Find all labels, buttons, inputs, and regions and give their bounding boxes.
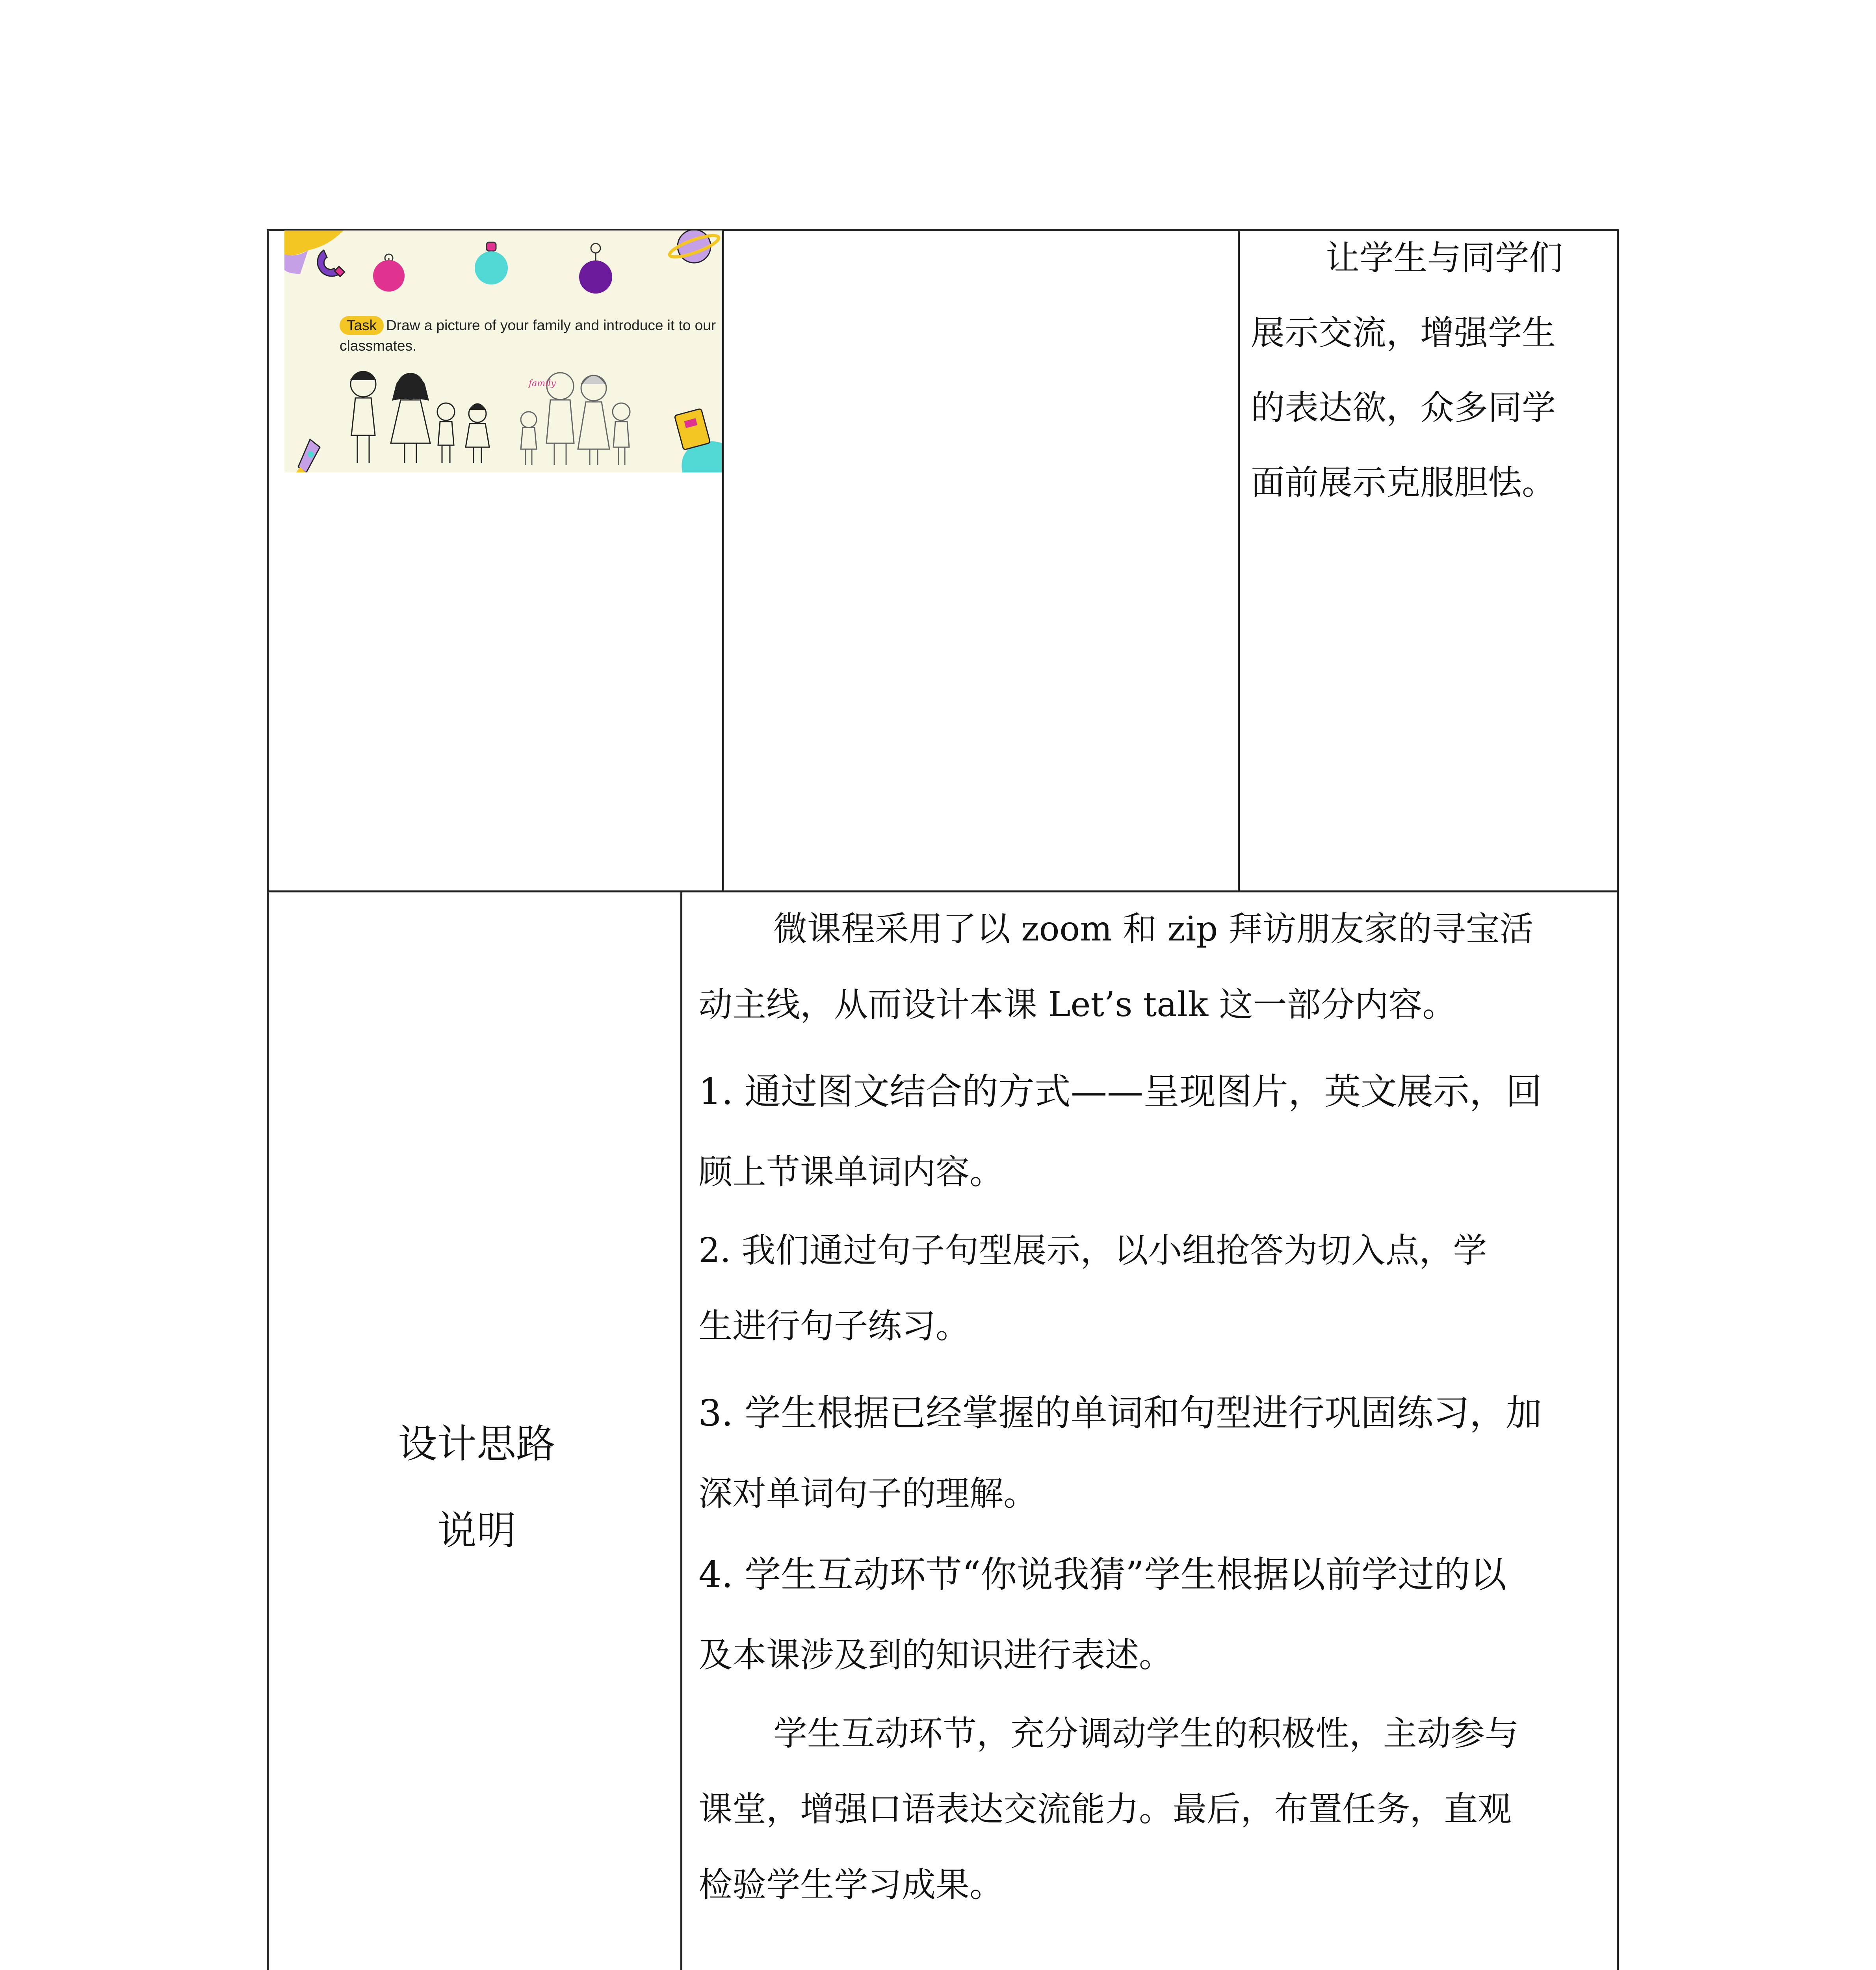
corner-blob-yellow (284, 230, 344, 255)
task-caption (340, 315, 718, 356)
cyan-ball-icon (475, 242, 508, 284)
family-drawing-left (351, 372, 489, 463)
task-text: Draw a picture of your family and introduce it to our classmates. (340, 317, 716, 354)
section-label-line2: 说明 (437, 1507, 516, 1554)
list-item-3: 3. 学生根据已经掌握的单词和句型进行巩固练习，加 (698, 1392, 1542, 1434)
right-note-line: 面前展示克服胆怯。 (1251, 463, 1556, 502)
list-item-1: 1. 通过图文结合的方式——呈现图片，英文展示，回 (698, 1070, 1542, 1113)
planet-icon (668, 230, 721, 263)
right-note-line: 让学生与同学们 (1326, 238, 1563, 278)
right-note-line: 展示交流，增强学生 (1251, 313, 1556, 353)
column-divider-top-2 (1238, 229, 1240, 891)
column-divider-bottom (680, 891, 682, 1970)
list-item-3-cont: 深对单词句子的理解。 (698, 1474, 1037, 1513)
intro-line: 动主线，从而设计本课 Let’s talk 这一部分内容。 (698, 985, 1456, 1024)
intro-line: 微课程采用了以 zoom 和 zip 拜访朋友家的寻宝活 (773, 909, 1534, 949)
section-label-line1: 设计思路 (398, 1421, 555, 1467)
right-note (1251, 221, 1607, 520)
right-note-line: 的表达欲，众多同学 (1251, 388, 1556, 427)
magnet-icon (318, 250, 345, 277)
list-item-4: 4. 学生互动环节“你说我猜”学生根据以前学过的以 (698, 1554, 1507, 1596)
design-description (698, 891, 1601, 1923)
list-item-4-cont: 及本课涉及到的知识进行表述。 (698, 1635, 1173, 1675)
list-item-1-cont: 顾上节课单词内容。 (698, 1152, 1003, 1192)
rocket-icon (294, 439, 320, 472)
pink-ball-icon (373, 254, 405, 292)
slide-thumbnail (284, 230, 722, 472)
summary-line: 学生互动环节，充分调动学生的积极性，主动参与 (773, 1714, 1519, 1753)
task-tag: Task (340, 316, 384, 335)
family-decor-word: family (529, 379, 556, 388)
column-divider-top-1 (722, 229, 724, 891)
list-item-2: 2. 我们通过句子句型展示，以小组抢答为切入点，学 (698, 1231, 1487, 1270)
summary-line: 课堂，增强口语表达交流能力。最后，布置任务，直观 (698, 1790, 1512, 1829)
list-item-2-cont: 生进行句子练习。 (698, 1307, 970, 1346)
book-icon (674, 409, 710, 450)
purple-ball-icon (579, 243, 612, 294)
summary-line: 检验学生学习成果。 (698, 1865, 1003, 1905)
